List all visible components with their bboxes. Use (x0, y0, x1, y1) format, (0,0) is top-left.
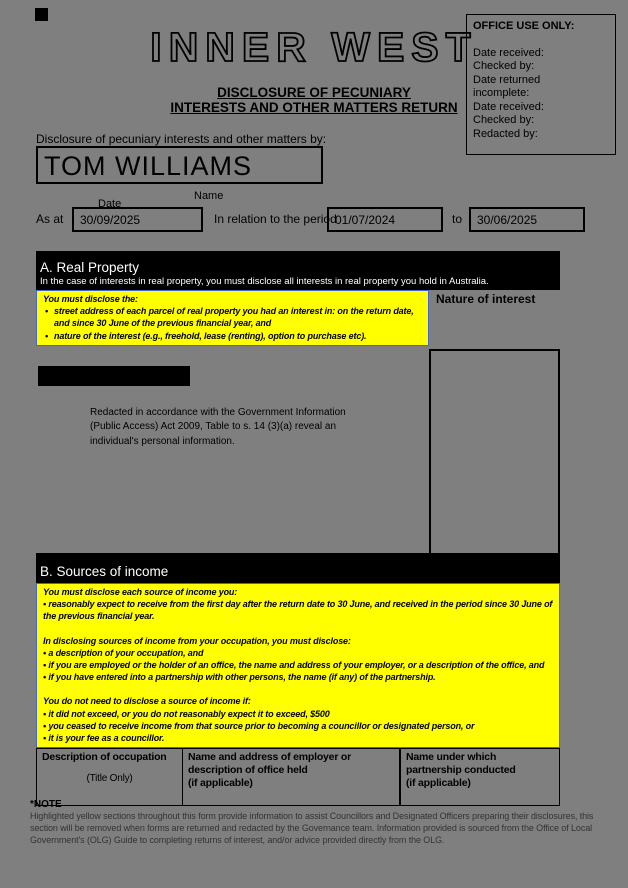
section-a-instruction-bullet: • street address of each parcel of real property you had an interest in: on the return date, and since 30 June of the previous financial year, and (43, 305, 422, 329)
section-b-instructions (36, 583, 560, 748)
column-description-of-occupation (37, 749, 183, 805)
column-title: Name under which partnership conducted (406, 751, 516, 777)
column-subtitle: (Title Only) (86, 773, 133, 785)
inner-west-logo: INNER WEST (150, 24, 478, 70)
section-a-title: A. Real Property (40, 260, 140, 275)
section-a-real-property (36, 251, 560, 565)
spacer (43, 683, 553, 695)
column-partnership-name (401, 749, 559, 805)
section-b-bullet: • it is your fee as a councillor. (43, 732, 553, 744)
office-use-line: Checked by: (473, 60, 535, 72)
nature-of-interest-field[interactable] (429, 349, 560, 563)
section-a-instruction-row (36, 290, 560, 346)
period-label: In relation to the period (214, 212, 337, 226)
section-a-subtitle: In the case of interests in real property, you must disclose all interests in real property you hold in Australia. (40, 276, 489, 287)
footnote-text: Highlighted yellow sections throughout this form provide information to assist Councillors and Designated Officers preparing their disclosures, this section will be removed when forms are returned and redacted by the Governance team. Information provided is sourced from the Office of Local Government's (OLG) Guide to completing returns of interest, and/or advice provided directly from the OLG. (30, 811, 594, 845)
office-use-only-box (466, 14, 616, 155)
date-field-label: Date (98, 198, 122, 210)
redaction-corner-mark (35, 8, 48, 21)
document-title-line2: INTERESTS AND OTHER MATTERS RETURN (170, 100, 458, 115)
office-use-line: Date returned (473, 73, 541, 86)
section-b-bullet: • you ceased to receive income from that source prior to becoming a councillor or designated person, or (43, 720, 553, 732)
redaction-bar (38, 366, 190, 386)
as-at-label: As at (36, 212, 64, 226)
column-subtitle: (if applicable) (406, 777, 471, 790)
section-a-instruction-bullet: • nature of the interest (e.g., freehold, lease (renting), option to purchase etc). (43, 330, 422, 342)
footnote (30, 799, 606, 846)
section-b-bullet: • if you have entered into a partnership with other persons, the name (if any) of the partnership. (43, 671, 553, 683)
office-use-line: Checked by: (473, 114, 535, 126)
section-b-bullet: • it did not exceed, or you do not reasonably expect it to exceed, $500 (43, 708, 553, 720)
section-b-header (36, 553, 560, 583)
document-title-line1: DISCLOSURE OF PECUNIARY (217, 85, 411, 100)
disclosure-by-label: Disclosure of pecuniary interests and other matters by: (36, 132, 327, 146)
column-title: Description of occupation (42, 751, 167, 764)
office-use-line: Redacted by: (473, 127, 538, 140)
section-a-instructions-intro: You must disclose the: (43, 294, 138, 304)
office-use-line: Date received: (473, 46, 544, 59)
section-b-bullet: • if you are employed or the holder of an office, the name and address of your employer, or a description of the office, and (43, 659, 553, 671)
section-a-body (36, 346, 560, 565)
period-to-field[interactable]: 30/06/2025 (469, 207, 585, 232)
name-field[interactable]: TOM WILLIAMS (36, 146, 323, 184)
section-b-group2-intro: In disclosing sources of income from your occupation, you must disclose: (43, 635, 351, 646)
column-title: Name and address of employer or description of office held (188, 751, 352, 777)
as-at-date-field[interactable]: 30/09/2025 (72, 207, 203, 232)
nature-of-interest-header: Nature of interest (436, 292, 536, 306)
office-use-line: Date received: (473, 100, 544, 113)
spacer (43, 623, 553, 635)
section-b-bullet: • reasonably expect to receive from the first day after the return date to 30 June, and received in the period since 30 June of the previous financial year. (43, 598, 553, 622)
redaction-note: Redacted in accordance with the Government Information (Public Access) Act 2009, Table to s. 14 (3)(a) reveal an individual's personal information. (90, 406, 346, 447)
name-field-label: Name (194, 190, 224, 202)
section-b-group1-intro: You must disclose each source of income you: (43, 587, 238, 597)
column-employer-or-office (183, 749, 401, 805)
section-a-header (36, 251, 560, 290)
footnote-title: *NOTE (30, 799, 62, 810)
office-use-line: incomplete: (473, 87, 530, 99)
period-from-field[interactable]: 01/07/2024 (327, 207, 443, 232)
section-b-bullet: • a description of your occupation, and (43, 647, 553, 659)
section-b-group3-intro: You do not need to disclose a source of income if: (43, 696, 251, 707)
section-b-sources-of-income (36, 553, 560, 806)
section-a-instructions (36, 290, 429, 346)
office-use-title: OFFICE USE ONLY: (473, 20, 575, 32)
section-b-title: B. Sources of income (40, 564, 169, 579)
column-subtitle: (if applicable) (188, 777, 253, 790)
section-b-table-header (36, 748, 560, 806)
to-label: to (452, 212, 463, 226)
